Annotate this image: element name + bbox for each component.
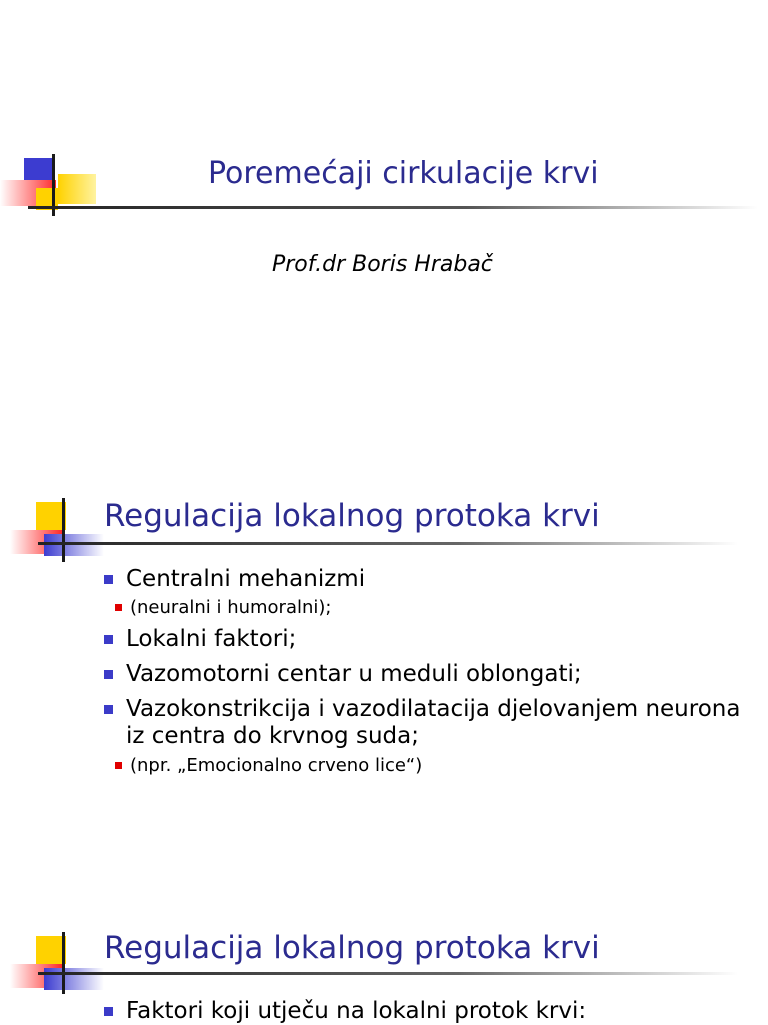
list-item: Faktori koji utječu na lokalni protok krvi:	[104, 998, 744, 1025]
slide-3-bullet-list	[104, 998, 744, 1025]
slide-1-title: Poremećaji cirkulacije krvi	[208, 156, 599, 191]
bullet-square-icon	[104, 705, 113, 714]
bullet-square-icon	[104, 670, 113, 679]
slide-logo-icon	[0, 150, 100, 220]
list-item-continuation: iz centra do krvnog suda;	[126, 723, 419, 749]
bullet-square-icon	[104, 635, 113, 644]
slide-2-bullet-list	[104, 566, 744, 778]
slide-3-title: Regulacija lokalnog protoka krvi	[104, 930, 600, 966]
list-item: (neuralni i humoralni);	[82, 596, 744, 620]
title-underline	[38, 972, 738, 975]
title-underline	[28, 206, 758, 209]
slide-2-title: Regulacija lokalnog protoka krvi	[104, 498, 600, 534]
slide-logo-icon	[0, 924, 110, 994]
list-item: Vazomotorni centar u meduli oblongati;	[104, 661, 744, 688]
bullet-square-icon	[115, 762, 122, 769]
list-item: Centralni mehanizmi	[104, 566, 744, 593]
slide-3	[0, 910, 768, 1024]
slide-1-author: Prof.dr Boris Hrabač	[272, 252, 493, 277]
slide-2	[0, 480, 768, 840]
slide-1	[0, 0, 768, 330]
bullet-square-icon	[104, 575, 113, 584]
list-item: Lokalni faktori;	[104, 626, 744, 653]
list-item: (npr. „Emocionalno crveno lice“)	[82, 754, 744, 778]
list-item: Vazokonstrikcija i vazodilatacija djelovanjem neurona	[104, 696, 744, 723]
title-underline	[38, 542, 738, 545]
bullet-square-icon	[104, 1007, 113, 1016]
slide-logo-icon	[0, 490, 110, 562]
bullet-square-icon	[115, 604, 122, 611]
